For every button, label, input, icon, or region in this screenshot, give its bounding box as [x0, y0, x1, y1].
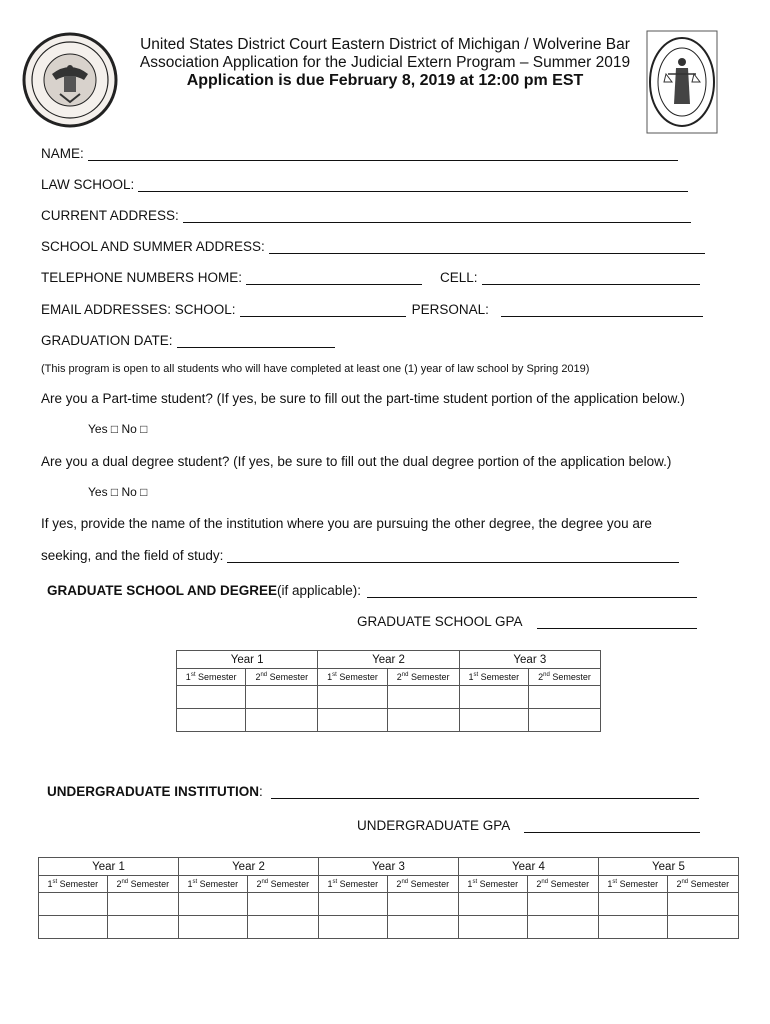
- ug-gpa-cell[interactable]: [667, 893, 738, 916]
- if-yes-instructions-line-2: [41, 548, 679, 563]
- current-address-input-line[interactable]: [183, 208, 691, 223]
- grad-y3-sem1-header: 1st Semester: [459, 669, 528, 686]
- ug-gpa-cell[interactable]: [318, 916, 387, 939]
- school-summer-address-row: [41, 239, 705, 254]
- law-school-input-line[interactable]: [138, 177, 688, 192]
- dual-degree-question: [41, 454, 671, 469]
- grad-year-1-header: Year 1: [177, 651, 318, 669]
- name-label: NAME:: [41, 146, 84, 161]
- undergraduate-institution-label-suffix: :: [259, 784, 263, 799]
- due-date-line: Application is due February 8, 2019 at 12:00 pm EST: [186, 72, 584, 89]
- graduation-date-row: [41, 333, 335, 348]
- dual-degree-details-input-line[interactable]: [227, 548, 679, 563]
- graduate-school-row: [47, 583, 697, 598]
- ug-gpa-cell[interactable]: [107, 893, 178, 916]
- wolverine-bar-seal-logo: [646, 30, 718, 134]
- part-time-yes-no-checkboxes[interactable]: Yes □ No □: [88, 422, 148, 436]
- current-address-label: CURRENT ADDRESS:: [41, 208, 179, 223]
- telephone-home-input-line[interactable]: [246, 270, 422, 285]
- grad-gpa-cell[interactable]: [459, 709, 528, 732]
- form-title: [130, 36, 640, 90]
- ug-sem-header: 1st Semester: [318, 876, 387, 893]
- ug-sem-header: 1st Semester: [458, 876, 527, 893]
- grad-gpa-cell[interactable]: [528, 686, 600, 709]
- ug-gpa-cell[interactable]: [598, 916, 667, 939]
- ug-gpa-cell[interactable]: [527, 916, 598, 939]
- undergraduate-institution-row: [47, 784, 699, 799]
- grad-gpa-cell[interactable]: [177, 709, 246, 732]
- name-row: [41, 146, 678, 161]
- grad-gpa-cell[interactable]: [318, 686, 387, 709]
- grad-gpa-cell[interactable]: [528, 709, 600, 732]
- part-time-question-text: Are you a Part-time student? (If yes, be sure to fill out the part-time student portion of the application below.): [41, 391, 685, 406]
- ug-gpa-cell[interactable]: [247, 916, 318, 939]
- cell-input-line[interactable]: [482, 270, 700, 285]
- ug-sem-header: 1st Semester: [39, 876, 108, 893]
- ug-gpa-cell[interactable]: [318, 893, 387, 916]
- ug-sem-header: 2nd Semester: [527, 876, 598, 893]
- ug-year-4-header: Year 4: [458, 858, 598, 876]
- undergraduate-gpa-input-line[interactable]: [524, 814, 700, 833]
- undergraduate-gpa-row: [357, 814, 700, 833]
- eligibility-note-text: (This program is open to all students who will have completed at least one (1) year of law school by Spring 2019): [41, 363, 590, 375]
- law-school-row: [41, 177, 688, 192]
- graduation-date-label: GRADUATION DATE:: [41, 333, 173, 348]
- ug-sem-header: 2nd Semester: [107, 876, 178, 893]
- graduate-gpa-label: GRADUATE SCHOOL GPA: [357, 614, 523, 629]
- school-summer-address-input-line[interactable]: [269, 239, 705, 254]
- ug-year-1-header: Year 1: [39, 858, 179, 876]
- ug-gpa-cell[interactable]: [247, 893, 318, 916]
- email-personal-label: PERSONAL:: [411, 302, 489, 317]
- if-yes-instructions-line-1: [41, 516, 652, 531]
- ug-gpa-cell[interactable]: [387, 916, 458, 939]
- grad-year-3-header: Year 3: [459, 651, 600, 669]
- email-row: [41, 302, 703, 317]
- ug-gpa-cell[interactable]: [39, 916, 108, 939]
- ug-gpa-cell[interactable]: [667, 916, 738, 939]
- ug-sem-header: 1st Semester: [598, 876, 667, 893]
- undergraduate-gpa-table: [38, 857, 739, 939]
- undergraduate-institution-label: UNDERGRADUATE INSTITUTION: [47, 784, 259, 799]
- title-line-2: Association Application for the Judicial Extern Program – Summer 2019: [139, 54, 631, 71]
- ug-sem-header: 2nd Semester: [667, 876, 738, 893]
- ug-sem-header: 2nd Semester: [387, 876, 458, 893]
- graduate-gpa-row: [357, 614, 697, 629]
- grad-y2-sem2-header: 2nd Semester: [387, 669, 459, 686]
- graduate-school-label-suffix: (if applicable):: [277, 583, 362, 598]
- graduate-gpa-table: [176, 650, 601, 732]
- ug-gpa-cell[interactable]: [39, 893, 108, 916]
- telephone-row: [41, 270, 700, 285]
- undergraduate-institution-input-line[interactable]: [271, 784, 699, 799]
- ug-year-5-header: Year 5: [598, 858, 738, 876]
- graduation-date-input-line[interactable]: [177, 333, 335, 348]
- ug-gpa-cell[interactable]: [598, 893, 667, 916]
- law-school-label: LAW SCHOOL:: [41, 177, 135, 192]
- grad-gpa-cell[interactable]: [387, 709, 459, 732]
- eligibility-note: [41, 363, 589, 375]
- ug-sem-header: 1st Semester: [178, 876, 247, 893]
- ug-year-3-header: Year 3: [318, 858, 458, 876]
- ug-gpa-cell[interactable]: [387, 893, 458, 916]
- grad-y1-sem2-header: 2nd Semester: [246, 669, 318, 686]
- part-time-question: [41, 391, 685, 406]
- ug-gpa-cell[interactable]: [107, 916, 178, 939]
- name-input-line[interactable]: [88, 146, 678, 161]
- ug-gpa-cell[interactable]: [527, 893, 598, 916]
- cell-label: CELL:: [440, 270, 478, 285]
- if-yes-text-1: If yes, provide the name of the institution where you are pursuing the other degree, the degree you are: [41, 516, 652, 531]
- grad-gpa-cell[interactable]: [387, 686, 459, 709]
- title-line-1: United States District Court Eastern District of Michigan / Wolverine Bar: [140, 36, 630, 53]
- grad-gpa-cell[interactable]: [318, 709, 387, 732]
- ug-gpa-cell[interactable]: [178, 893, 247, 916]
- current-address-row: [41, 208, 691, 223]
- grad-year-2-header: Year 2: [318, 651, 459, 669]
- ug-gpa-cell[interactable]: [458, 893, 527, 916]
- ug-sem-header: 2nd Semester: [247, 876, 318, 893]
- dual-degree-options[interactable]: [88, 485, 147, 499]
- ug-gpa-cell[interactable]: [178, 916, 247, 939]
- graduate-school-input-line[interactable]: [367, 583, 697, 598]
- grad-gpa-cell[interactable]: [177, 686, 246, 709]
- dual-degree-question-text: Are you a dual degree student? (If yes, be sure to fill out the dual degree portion of the application below.): [41, 454, 672, 469]
- grad-gpa-cell[interactable]: [246, 686, 318, 709]
- ug-year-2-header: Year 2: [178, 858, 318, 876]
- dual-degree-yes-no-checkboxes[interactable]: Yes □ No □: [88, 485, 148, 499]
- email-school-label: EMAIL ADDRESSES: SCHOOL:: [41, 302, 236, 317]
- grad-y1-sem1-header: 1st Semester: [177, 669, 246, 686]
- email-school-input-line[interactable]: [240, 302, 406, 317]
- grad-y2-sem1-header: 1st Semester: [318, 669, 387, 686]
- grad-y3-sem2-header: 2nd Semester: [528, 669, 600, 686]
- telephone-home-label: TELEPHONE NUMBERS HOME:: [41, 270, 243, 285]
- if-yes-text-2: seeking, and the field of study:: [41, 548, 224, 563]
- graduate-gpa-input-line[interactable]: [537, 614, 697, 629]
- email-personal-input-line[interactable]: [501, 302, 703, 317]
- graduate-school-label: GRADUATE SCHOOL AND DEGREE: [47, 583, 278, 598]
- undergraduate-gpa-label: UNDERGRADUATE GPA: [357, 818, 511, 833]
- ug-gpa-cell[interactable]: [458, 916, 527, 939]
- grad-gpa-cell[interactable]: [246, 709, 318, 732]
- district-court-seal-logo: [22, 30, 118, 130]
- grad-gpa-cell[interactable]: [459, 686, 528, 709]
- school-summer-address-label: SCHOOL AND SUMMER ADDRESS:: [41, 239, 265, 254]
- part-time-options[interactable]: [88, 422, 147, 436]
